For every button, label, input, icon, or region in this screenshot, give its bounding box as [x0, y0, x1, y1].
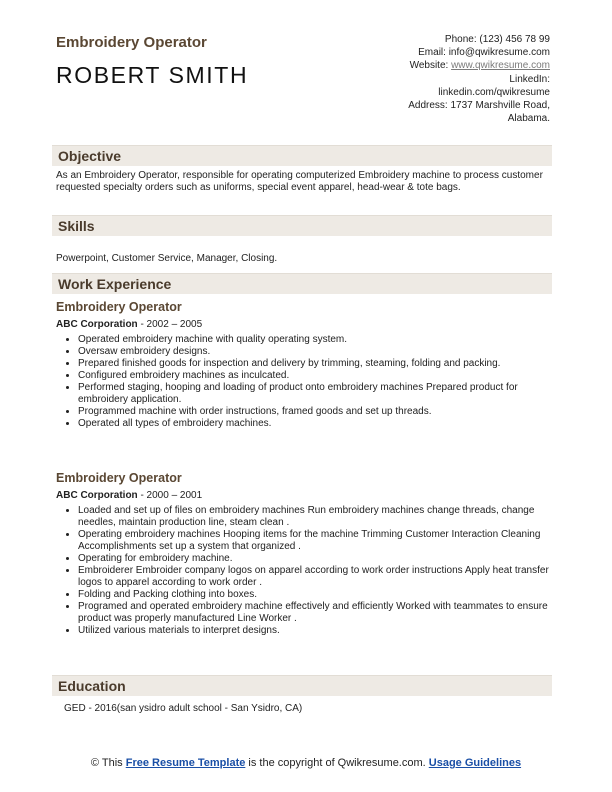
education-text: GED - 2016(san ysidro adult school - San Ysidro, CA): [64, 703, 303, 714]
job-1-bullets: [56, 334, 558, 430]
job-1-company-line: [56, 319, 202, 330]
footer-prefix: © This: [90, 757, 126, 769]
list-item: • Embroiderer Embroider company logos on apparel according to work order instructions Apply heat transfer logos to apparel according to work order .: [78, 565, 558, 589]
job-title: Embroidery Operator: [56, 34, 207, 51]
job-1-company: ABC Corporation: [56, 319, 138, 330]
objective-text: As an Embroidery Operator, responsible for operating computerized Embroidery machine to process customer requested specialty orders such as uniforms, special event apparel, head-wear & tote bags.: [56, 170, 543, 193]
list-item: • Performed staging, hooping and loading of product onto embroidery machines Prepared product for embroidery application.: [78, 382, 558, 406]
experience-title: Work Experience: [58, 276, 172, 292]
list-item: • Oversaw embroidery designs.: [78, 346, 558, 358]
footer-middle: is the copyright of Qwikresume.com.: [245, 757, 429, 769]
contact-address-line2: Alabama.: [507, 113, 550, 125]
website-link[interactable]: www.qwikresume.com: [451, 60, 550, 72]
contact-address-line1: Address: 1737 Marshville Road,: [408, 100, 550, 112]
experience-section-header: [52, 273, 552, 294]
usage-guidelines-link[interactable]: Usage Guidelines: [428, 757, 522, 769]
education-title: Education: [58, 678, 126, 694]
contact-email: Email: info@qwikresume.com: [418, 47, 550, 59]
job-2-role: Embroidery Operator: [56, 471, 182, 485]
objective-section-header: [52, 145, 552, 166]
skills-text: Powerpoint, Customer Service, Manager, Closing.: [56, 253, 278, 264]
job-1-dates: - 2002 – 2005: [137, 319, 203, 330]
list-item: • Operated all types of embroidery machines.: [78, 418, 558, 430]
list-item: • Programmed machine with order instructions, framed goods and set up threads.: [78, 406, 558, 418]
footer-copyright: [60, 757, 552, 770]
list-item: • Operating for embroidery machine.: [78, 553, 558, 565]
list-item: • Utilized various materials to interpret designs.: [78, 625, 558, 637]
list-item: • Operated embroidery machine with quality operating system.: [78, 334, 558, 346]
job-2-company: ABC Corporation: [56, 490, 138, 501]
skills-title: Skills: [58, 218, 95, 234]
contact-phone: Phone: (123) 456 78 99: [444, 34, 550, 45]
list-item: • Loaded and set up of files on embroidery machines Run embroidery machines change threads, change needles, maintain production line, steam clean .: [78, 505, 558, 529]
job-2-dates: - 2000 – 2001: [137, 490, 203, 501]
contact-linkedin-value: linkedin.com/qwikresume: [438, 86, 550, 98]
candidate-name: ROBERT SMITH: [56, 62, 249, 88]
job-2-bullets: [56, 505, 558, 637]
list-item: • Programed and operated embroidery machine effectively and efficiently Worked with teammates to ensure product was properly manufactured Line Worker .: [78, 601, 558, 625]
list-item: • Folding and Packing clothing into boxes.: [78, 589, 558, 601]
list-item: • Operating embroidery machines Hooping items for the machine Trimming Customer Interaction Cleaning Accomplishments set up a system that organized .: [78, 529, 558, 553]
contact-website: [408, 59, 550, 72]
list-item: • Prepared finished goods for inspection and delivery by trimming, steaming, folding and packing.: [78, 358, 558, 370]
education-section-header: [52, 675, 552, 696]
job-2-company-line: [56, 490, 202, 501]
skills-section-header: [52, 215, 552, 236]
objective-title: Objective: [58, 148, 122, 164]
list-item: • Configured embroidery machines as inculcated.: [78, 370, 558, 382]
contact-linkedin-label: LinkedIn:: [509, 73, 550, 85]
job-1-role: Embroidery Operator: [56, 300, 182, 314]
contact-block: [408, 33, 550, 125]
free-resume-template-link[interactable]: Free Resume Template: [125, 757, 246, 769]
website-label: Website:: [409, 60, 452, 72]
